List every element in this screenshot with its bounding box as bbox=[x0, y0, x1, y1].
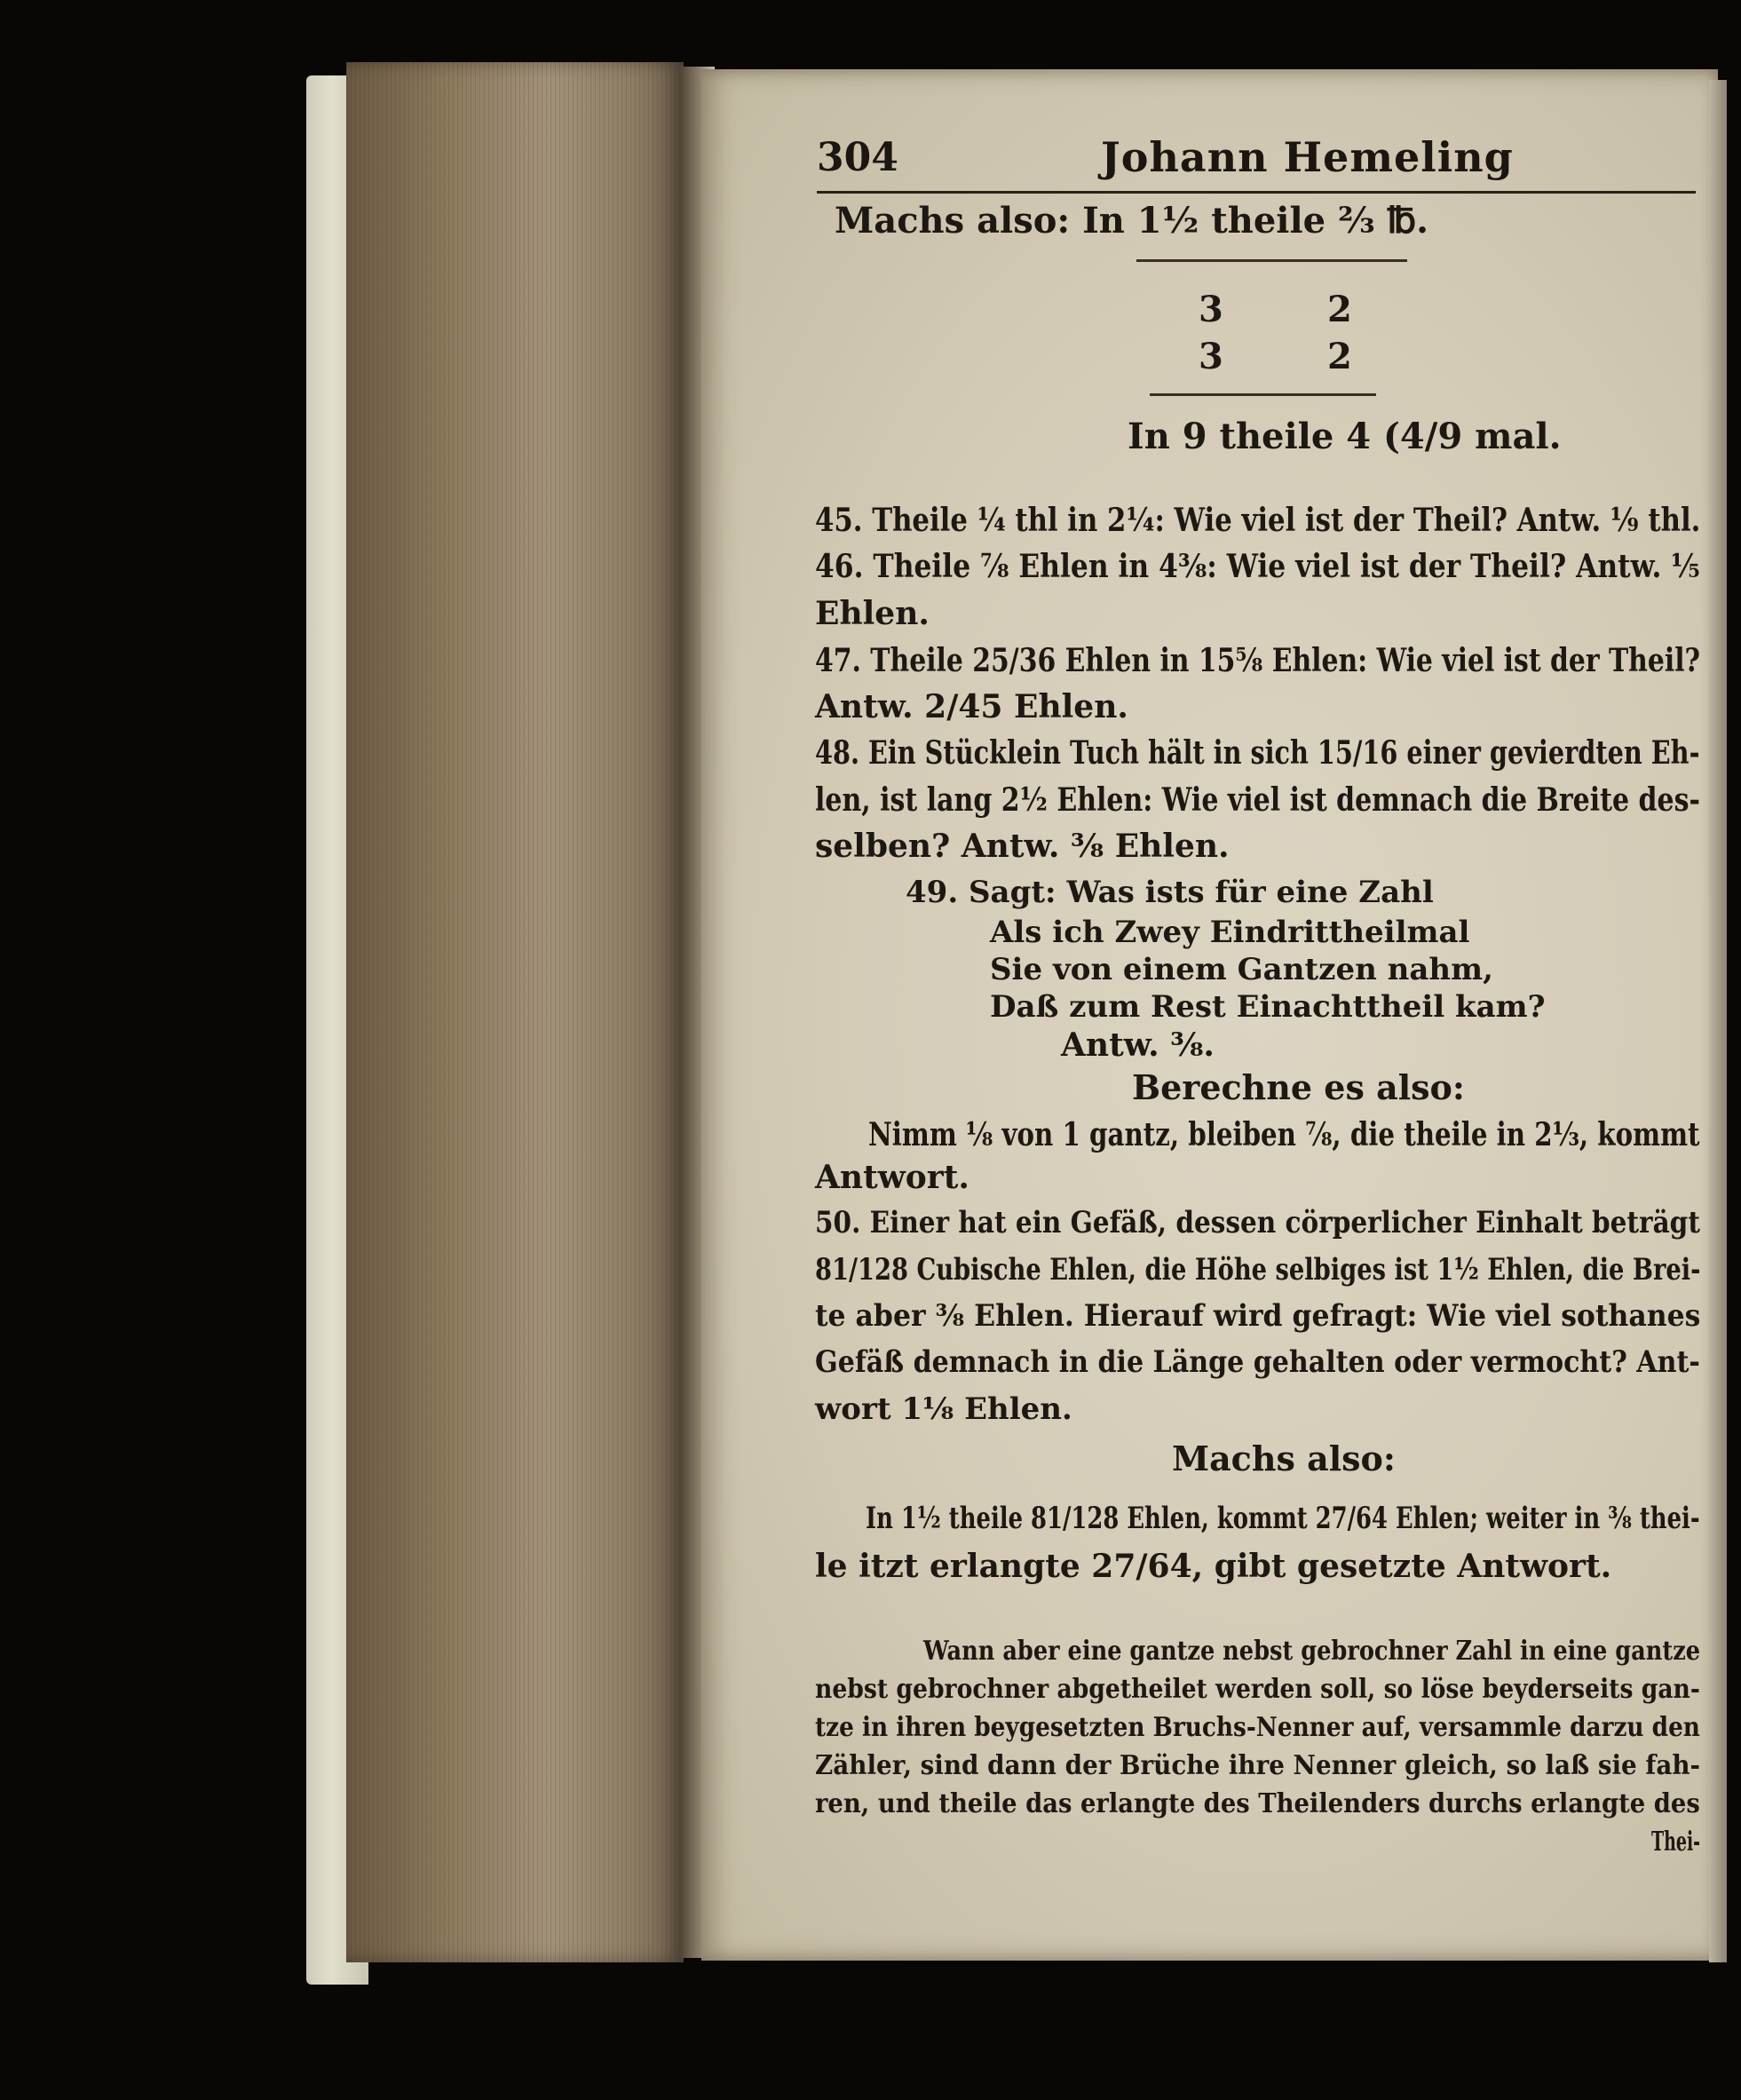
text-line: 50. Einer hat ein Gefäß, dessen cörperlicher Einhalt beträgt bbox=[815, 1205, 1700, 1240]
verse-line: Daß zum Rest Einachttheil kam? bbox=[990, 989, 1546, 1025]
scheme-number: 2 bbox=[1327, 289, 1352, 330]
note-line: tze in ihren beygesetzten Bruchs-Nenner auf, versammle darzu den bbox=[815, 1712, 1700, 1743]
page-right-edge bbox=[1709, 80, 1727, 1962]
verse-line: Sie von einem Gantzen nahm, bbox=[990, 952, 1493, 987]
text-line: Nimm ⅛ von 1 gantz, bleiben ⅞, die theile in 2⅓, kommt bbox=[868, 1116, 1700, 1153]
text-line: 48. Ein Stücklein Tuch hält in sich 15/16 einer gevierdten Eh- bbox=[815, 734, 1700, 772]
note-line: Wann aber eine gantze nebst gebrochner Zahl in eine gantze bbox=[923, 1636, 1701, 1667]
text-line: le itzt erlangte 27/64, gibt gesetzte Antwort. bbox=[815, 1548, 1612, 1585]
scheme-number: 3 bbox=[1199, 336, 1223, 377]
text-line: Machs also: In 1½ theile ⅔ ℔. bbox=[835, 200, 1429, 242]
rule-line bbox=[1136, 259, 1407, 262]
catchword: Thei- bbox=[1651, 1827, 1701, 1858]
text-line: len, ist lang 2½ Ehlen: Wie viel ist demnach die Breite des- bbox=[815, 781, 1700, 819]
text-line: wort 1⅛ Ehlen. bbox=[815, 1391, 1072, 1427]
section-heading: Machs also: bbox=[1172, 1438, 1396, 1478]
page-number: 304 bbox=[817, 135, 898, 180]
book-page-block bbox=[346, 62, 684, 1962]
scheme-number: 2 bbox=[1327, 336, 1352, 377]
text-line: Antw. 2/45 Ehlen. bbox=[815, 688, 1128, 725]
text-line: 45. Theile ¼ thl in 2¼: Wie viel ist der Theil? Antw. ⅑ thl. bbox=[815, 502, 1701, 539]
section-heading: Berechne es also: bbox=[1132, 1067, 1465, 1107]
text-line: 46. Theile ⅞ Ehlen in 4⅜: Wie viel ist der Theil? Antw. ⅕ bbox=[815, 548, 1700, 585]
text-line: selben? Antw. ⅜ Ehlen. bbox=[815, 828, 1230, 865]
page-header bbox=[817, 133, 1696, 186]
note-line: Zähler, sind dann der Brüche ihre Nenner gleich, so laß sie fah- bbox=[815, 1750, 1701, 1781]
note-line: nebst gebrochner abgetheilet werden soll, so löse beyderseits gan- bbox=[815, 1674, 1700, 1705]
header-rule bbox=[817, 191, 1696, 194]
text-line: 81/128 Cubische Ehlen, die Höhe selbiges ist 1½ Ehlen, die Brei- bbox=[815, 1252, 1701, 1288]
rule-line bbox=[1150, 393, 1376, 396]
text-line: 47. Theile 25/36 Ehlen in 15⅝ Ehlen: Wie viel ist der Theil? bbox=[815, 642, 1701, 679]
text-line: In 9 theile 4 (4/9 mal. bbox=[1128, 416, 1562, 457]
text-line: Antwort. bbox=[815, 1159, 969, 1196]
text-line: Gefäß demnach in die Länge gehalten oder vermocht? Ant- bbox=[815, 1344, 1700, 1380]
text-line: In 1½ theile 81/128 Ehlen, kommt 27/64 Ehlen; weiter in ⅜ thei- bbox=[866, 1501, 1700, 1536]
text-line: te aber ⅜ Ehlen. Hierauf wird gefragt: Wie viel sothanes bbox=[815, 1298, 1701, 1334]
running-title: Johann Hemeling bbox=[1101, 133, 1514, 181]
text-line: Ehlen. bbox=[815, 595, 930, 632]
note-line: ren, und theile das erlangte des Theilenders durchs erlangte des bbox=[815, 1788, 1700, 1819]
text-line: Antw. ⅜. bbox=[1061, 1026, 1215, 1064]
verse-line: Als ich Zwey Eindrittheilmal bbox=[990, 915, 1470, 950]
scheme-number: 3 bbox=[1199, 289, 1223, 330]
verse-line: 49. Sagt: Was ists für eine Zahl bbox=[906, 875, 1434, 910]
